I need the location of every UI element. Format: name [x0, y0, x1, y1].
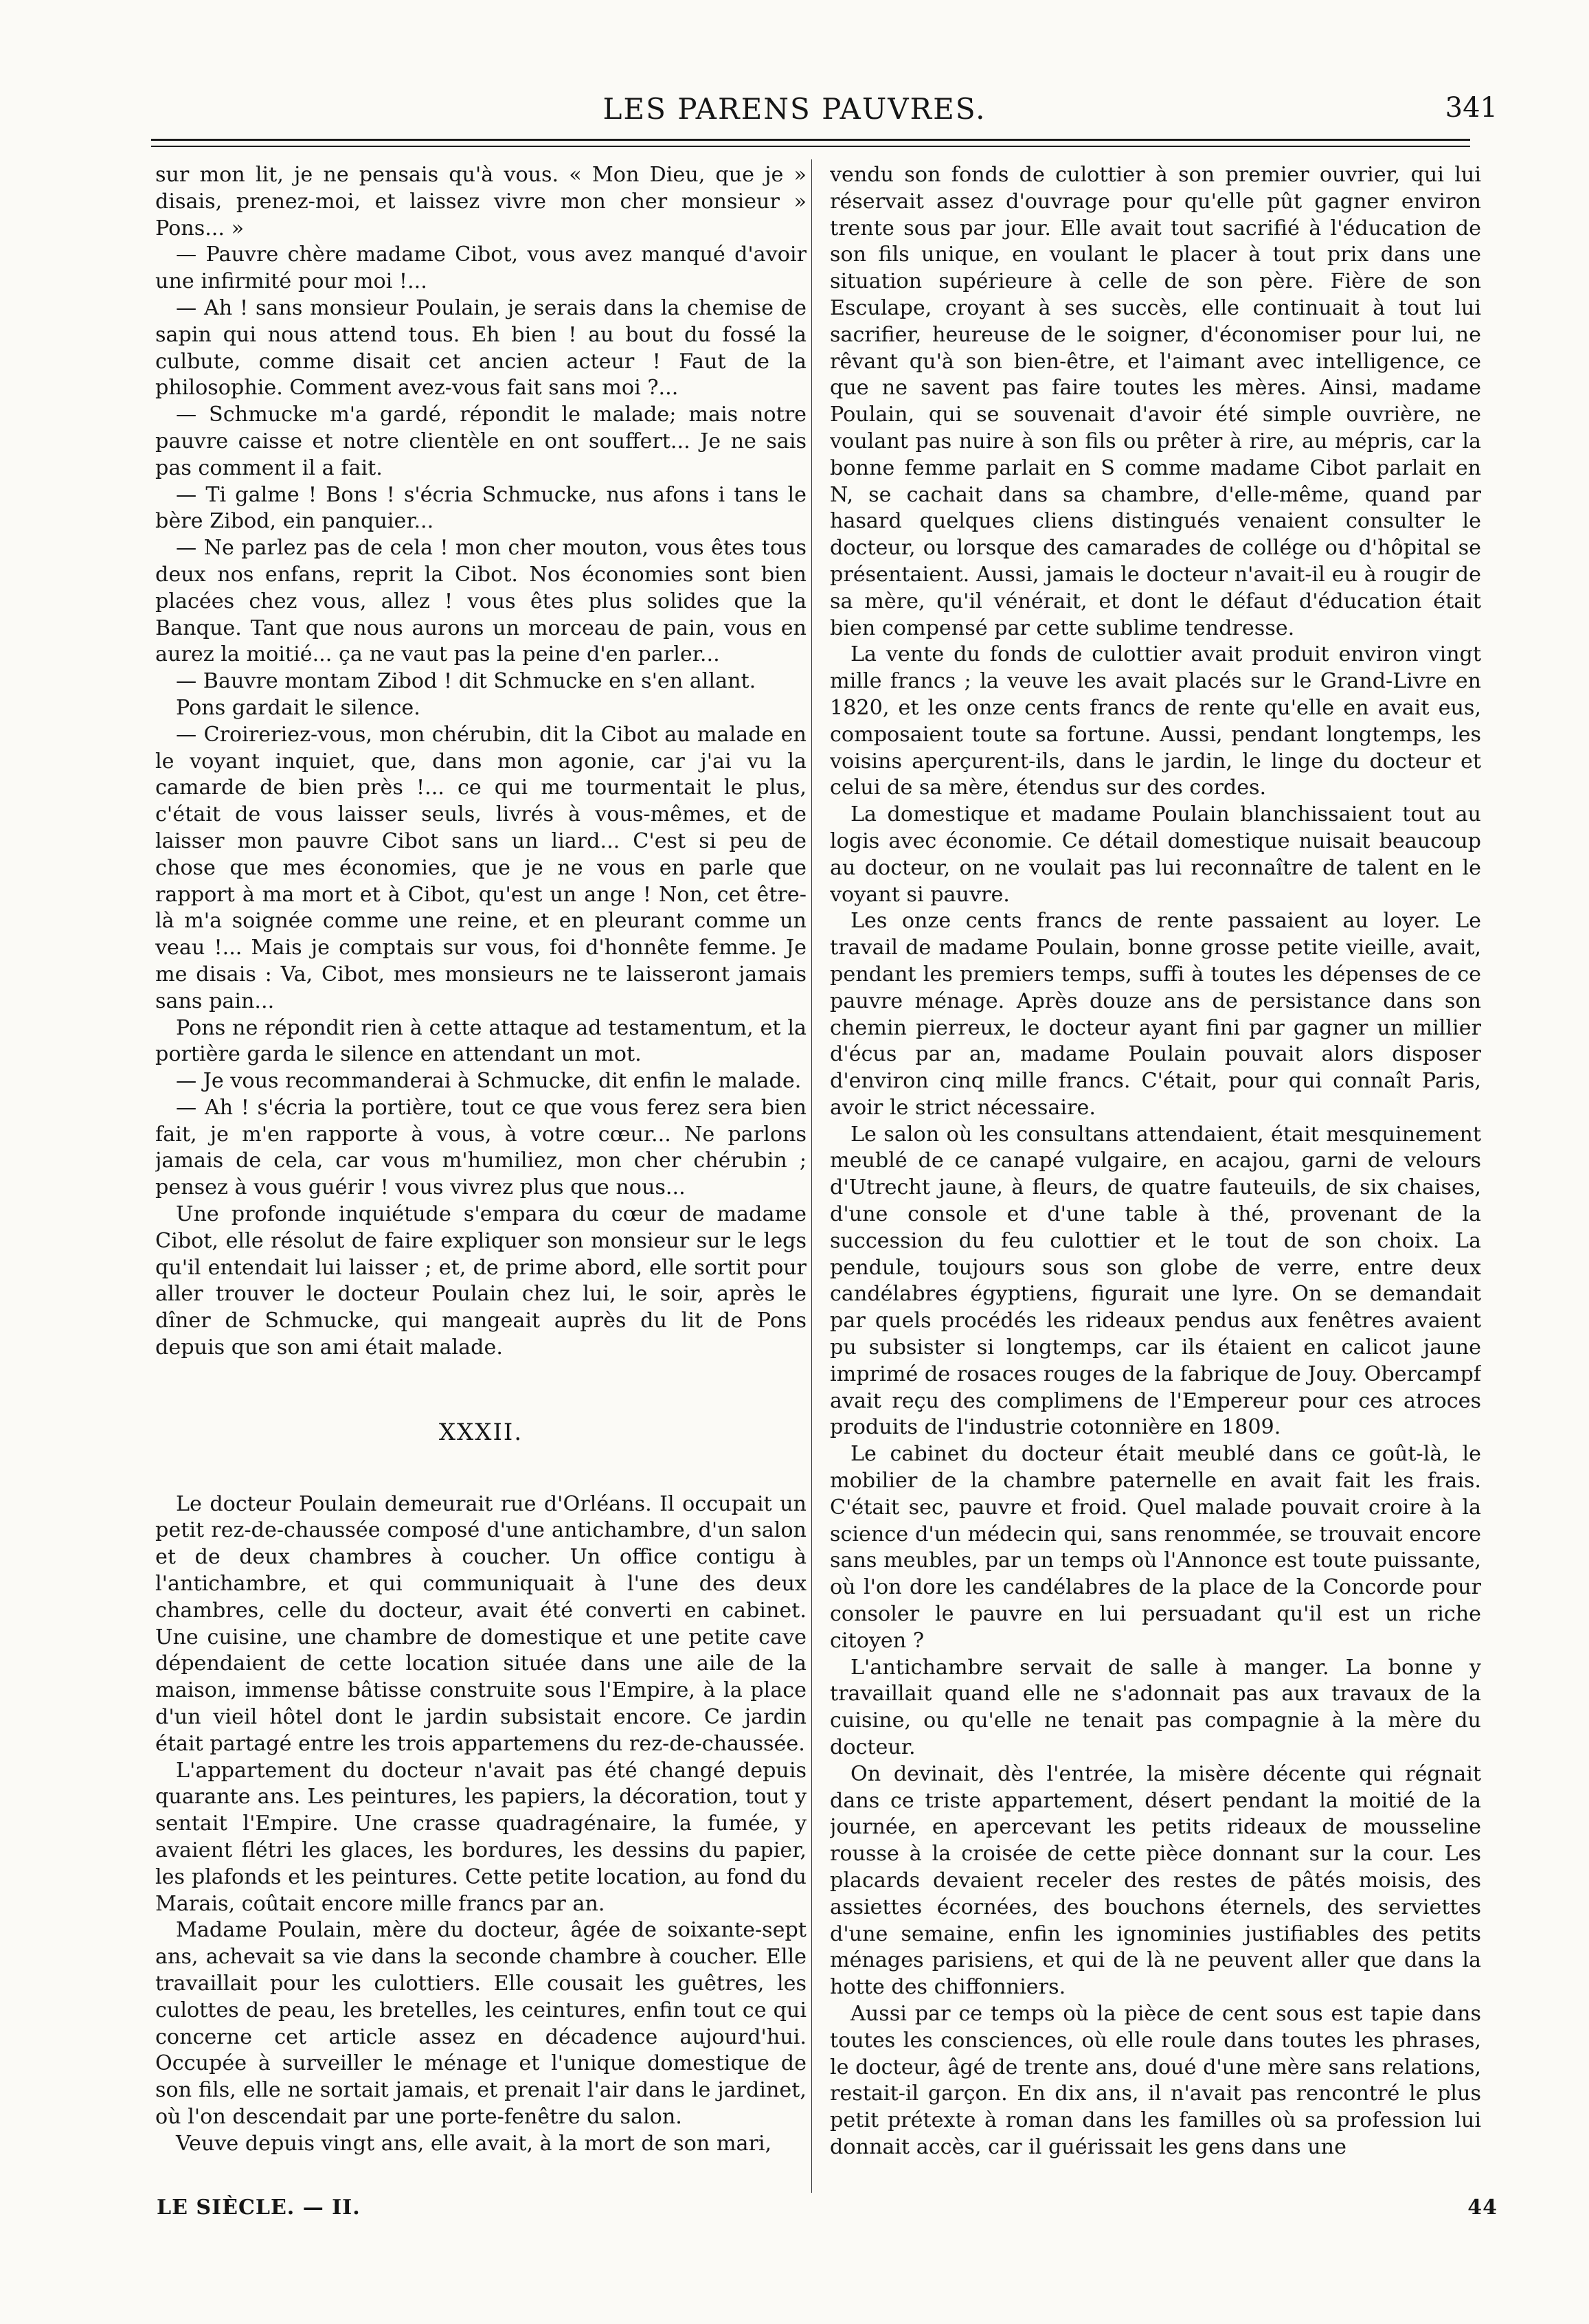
paragraph: La vente du fonds de culottier avait produit environ vingt mille francs ; la veuve les avait placés sur le Grand-Livre en 1820, et les onze cents francs de rente qu'elle en avait eus, composaient toute sa fortune. Aussi, pendant longtemps, les voisins aperçurent-ils, dans le jardin, le linge du docteur et celui de sa mère, étendus sur des cordes. — [830, 642, 1481, 800]
paragraph: Madame Poulain, mère du docteur, âgée de soixante-sept ans, achevait sa vie dans la seconde chambre à coucher. Elle travaillait pour les culottiers. Elle cousait les guêtres, les culottes de peau, les bretelles, les ceintures, enfin tout ce qui concerne cet article assez en décadence aujourd'hui. Occupée à surveiller le ménage et l'unique domestique de son fils, elle ne sortait jamais, et prenait l'air dans le jardinet, où l'on descendait par une porte-fenêtre du salon. — [155, 1918, 807, 2129]
paragraph: — Ah ! sans monsieur Poulain, je serais dans la chemise de sapin qui nous attend tous. Eh bien ! au bout du fossé la culbute, comme disait cet ancien acteur ! Faut de la philosophie. Comment avez-vous fait sans moi ?... — [155, 295, 807, 401]
footer-sheet-number: 44 — [1467, 2196, 1498, 2220]
paragraph: On devinait, dès l'entrée, la misère décente qui régnait dans ce triste appartement, désert pendant la moitié de la journée, en apercevant les petits rideaux de mousseline rousse à la croisée de cette pièce donnant sur la cour. Les placards devaient receler des restes de pâtés moisis, des assiettes écornées, des bouchons éternels, des serviettes d'une semaine, enfin les ignominies justifiables des petits ménages parisiens, et qui de là ne peuvent aller que dans la hotte des chiffonniers. — [830, 1761, 1481, 2000]
paragraph: Aussi par ce temps où la pièce de cent sous est tapie dans toutes les consciences, où elle roule dans toutes les phrases, le docteur, âgé de trente ans, doué d'une mère sans relations, restait-il garçon. En dix ans, il n'avait pas rencontré le plus petit prétexte à roman dans les familles où sa profession lui donnait accès, car il guérissait les gens dans une — [830, 2001, 1481, 2159]
paragraph: — Croireriez-vous, mon chérubin, dit la Cibot au malade en le voyant inquiet, que, dans mon agonie, car j'ai vu la camarde de bien près !... ce qui me tourmentait le plus, c'était de vous laisser seuls, livrés à vous-mêmes, et de laisser mon pauvre Cibot sans un liard... C'est si peu de chose que mes économies, que je ne vous en parle que rapport à ma mort et à Cibot, qu'est un ange ! Non, cet être-là m'a soignée comme une reine, et en pleurant comme un veau !... Mais je comptais sur vous, foi d'honnête femme. Je me disais : Va, Cibot, mes monsieurs ne te laisseront jamais sans pain... — [155, 722, 807, 1013]
paragraph: L'antichambre servait de salle à manger. La bonne y travaillait quand elle ne s'adonnait pas aux travaux de la cuisine, ou qu'elle ne tenait pas compagnie à la mère du docteur. — [830, 1655, 1481, 1760]
paragraph: Le docteur Poulain demeurait rue d'Orléans. Il occupait un petit rez-de-chaussée composé d'une antichambre, d'un salon et de deux chambres à coucher. Un office contigu à l'antichambre, et qui communiquait à l'une des deux chambres, celle du docteur, avait été converti en cabinet. Une cuisine, une chambre de domestique et une petite cave dépendaient de cette location située dans une aile de la maison, immense bâtisse construite sous l'Empire, à la place d'un vieil hôtel dont le jardin subsistait encore. Ce jardin était partagé entre les trois appartemens du rez-de-chaussée. — [155, 1491, 807, 1756]
paragraph: — Ah ! s'écria la portière, tout ce que vous ferez sera bien fait, je m'en rapporte à vous, à votre cœur... Ne parlons jamais de cela, car vous m'humiliez, mon cher chérubin ; pensez à vous guérir ! vous vivrez plus que nous... — [155, 1095, 807, 1200]
paragraph: vendu son fonds de culottier à son premier ouvrier, qui lui réservait assez d'ouvrage pour qu'elle pût gagner environ trente sous par jour. Elle avait tout sacrifié à l'éducation de son fils unique, en voulant le placer à tout prix dans une situation supérieure à celle de son père. Fière de son Esculape, croyant à ses succès, elle continuait à tout lui sacrifier, heureuse de le soigner, d'économiser pour lui, ne rêvant qu'à son bien-être, et l'aimant avec intelligence, ce que ne savent pas faire toutes les mères. Ainsi, madame Poulain, qui se souvenait d'avoir été simple ouvrière, ne voulant pas nuire à son fils ou prêter à rire, au mépris, car la bonne femme parlait en S comme madame Cibot parlait en N, se cachait dans sa chambre, d'elle-même, quand par hasard quelques cliens distingués venaient consulter le docteur, ou lorsque des camarades de collége ou d'hôpital se présentaient. Aussi, jamais le docteur n'avait-il eu à rougir de sa mère, qu'il vénérait, et dont le défaut d'éducation était bien compensé par cette sublime tendresse. — [830, 163, 1481, 640]
running-title: LES PARENS PAUVRES. — [602, 92, 987, 126]
left-column — [155, 162, 807, 2189]
footer-signature: LE SIÈCLE. — II. — [157, 2196, 361, 2220]
paragraph: L'appartement du docteur n'avait pas été changé depuis quarante ans. Les peintures, les papiers, la décoration, tout y sentait l'Empire. Une crasse quadragénaire, la fumée, y avaient flétri les glaces, les bordures, les dessins du papier, les plafonds et les peintures. Cette petite location, au fond du Marais, coûtait encore mille francs par an. — [155, 1758, 807, 1916]
paragraph: Les onze cents francs de rente passaient au loyer. Le travail de madame Poulain, bonne grosse petite vieille, avait, pendant les premiers temps, suffi à toutes les dépenses de ce pauvre ménage. Après douze ans de persistance dans son chemin pierreux, le docteur ayant fini par gagner un millier d'écus par an, madame Poulain pouvait alors disposer d'environ cinq mille francs. C'était, pour qui connaît Paris, avoir le strict nécessaire. — [830, 909, 1481, 1120]
paragraph: — Schmucke m'a gardé, répondit le malade; mais notre pauvre caisse et notre clientèle en ont souffert... Je ne sais pas comment il a fait. — [155, 403, 807, 480]
paragraph: La domestique et madame Poulain blanchissaient tout au logis avec économie. Ce détail domestique nuisait beaucoup au docteur, on ne voulait pas lui reconnaître de talent en le voyant si pauvre. — [830, 802, 1481, 907]
page-number: 341 — [1445, 92, 1498, 124]
running-header — [0, 92, 1589, 133]
paragraph: Une profonde inquiétude s'empara du cœur de madame Cibot, elle résolut de faire expliquer son monsieur sur le legs qu'il entendait lui laisser ; et, de prime abord, elle sortit pour aller trouver le docteur Poulain chez lui, le soir, après le dîner de Schmucke, qui mangeait auprès du lit de Pons depuis que son ami était malade. — [155, 1202, 807, 1360]
header-rule-thin — [151, 146, 1470, 147]
chapter-heading: XXXII. — [438, 1418, 523, 1446]
paragraph: Veuve depuis vingt ans, elle avait, à la mort de son mari, — [176, 2131, 772, 2156]
paragraph: Pons gardait le silence. — [176, 695, 420, 720]
paragraph: — Ne parlez pas de cela ! mon cher mouton, vous êtes tous deux nos enfans, reprit la Cibot. Nos économies sont bien placées chez vous, allez ! vous êtes plus solides que la Banque. Tant que nous aurons un morceau de pain, vous en aurez la moitié... ça ne vaut pas la peine d'en parler... — [155, 536, 807, 667]
column-divider — [811, 159, 812, 2193]
right-column — [830, 162, 1481, 2189]
page-footer — [0, 2196, 1589, 2230]
paragraph: sur mon lit, je ne pensais qu'à vous. « Mon Dieu, que je » disais, prenez-moi, et laissez vivre mon cher monsieur » Pons... » — [155, 163, 807, 240]
paragraph: Pons ne répondit rien à cette attaque ad testamentum, et la portière garda le silence en attendant un mot. — [155, 1015, 807, 1067]
paragraph: — Ti galme ! Bons ! s'écria Schmucke, nus afons i tans le bère Zibod, ein panquier... — [155, 482, 807, 534]
paragraph: — Pauvre chère madame Cibot, vous avez manqué d'avoir une infirmité pour moi !... — [155, 242, 807, 294]
paragraph: Le cabinet du docteur était meublé dans ce goût-là, le mobilier de la chambre paternelle en avait fait les frais. C'était sec, pauvre et froid. Quel malade pouvait croire à la science d'un médecin qui, sans renommée, se trouvait encore sans meubles, par un temps où l'Annonce est toute puissante, où l'on dore les candélabres de la place de la Concorde pour consoler le pauvre en lui persuadant qu'il est un riche citoyen ? — [830, 1442, 1481, 1653]
paragraph: Le salon où les consultans attendaient, était mesquinement meublé de ce canapé vulgaire, en acajou, garni de velours d'Utrecht jaune, à fleurs, de quatre fauteuils, de six chaises, d'une console et d'une table à thé, provenant de la succession du feu culottier et le tout de son choix. La pendule, toujours sous son globe de verre, entre deux candélabres égyptiens, figurait une lyre. On se demandait par quels procédés les rideaux pendus aux fenêtres avaient pu subsister si longtemps, car ils étaient en calicot jaune imprimé de rosaces rouges de la fabrique de Jouy. Obercampf avait reçu des complimens de l'Empereur pour ces atroces produits de l'industrie cotonnière en 1809. — [830, 1122, 1481, 1440]
header-rule — [151, 139, 1470, 141]
paragraph: — Bauvre montam Zibod ! dit Schmucke en s'en allant. — [176, 669, 756, 694]
paragraph: — Je vous recommanderai à Schmucke, dit enfin le malade. — [176, 1069, 802, 1094]
